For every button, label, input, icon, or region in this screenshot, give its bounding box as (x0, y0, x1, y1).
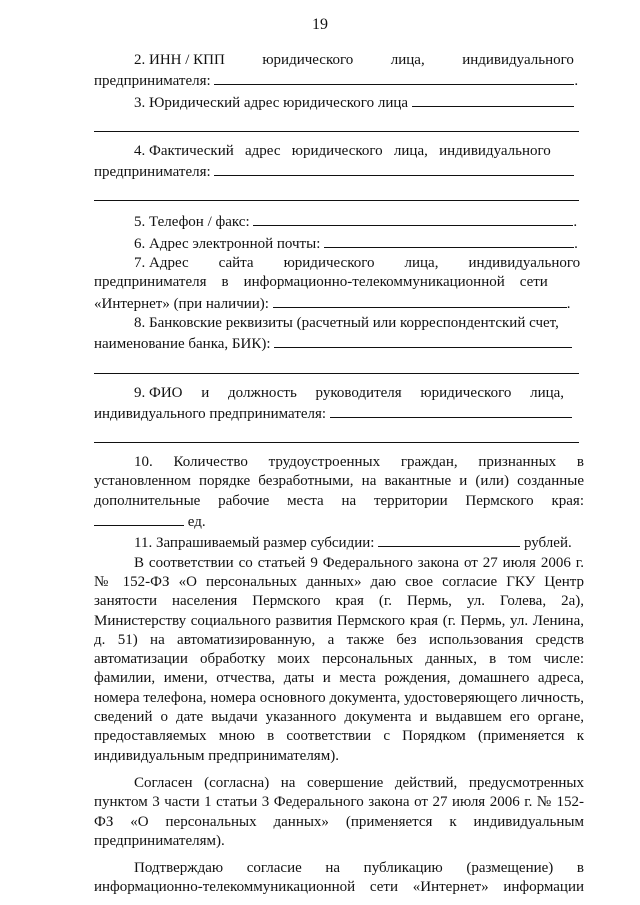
item-10-answer (94, 511, 584, 532)
item-2-line-2: предпринимателя: . (94, 70, 584, 91)
consent-paragraph-3: Подтверждаю согласие на публикацию (размещение) в информационно-телекоммуникационной сети «Интернет» информации (94, 860, 584, 896)
email-field[interactable] (324, 233, 574, 248)
item-3-label: 3. Юридический адрес юридического лица (134, 94, 409, 111)
legal-address-field-cont[interactable] (94, 113, 579, 132)
consent-paragraph-1: В соответствии со статьей 9 Федерального закона от 27 июля 2006 г. № 152-ФЗ «О персональных данных» даю свое согласие ГКУ Центр занятости населения Пермского края (г. Пермь, ул. Голева, 2а), Министерству социального развития Пермского края (г. Пермь, ул. Ленина, д. 51) на автоматизированную, а также без использования средств автоматизации обработку моих персональных данных, в том числе: фамилии, имени, отчества, даты и места рождения, домашнего адреса, номера телефона, номера основного документа, удостоверяющего личность, сведений о дате выдачи указанного документа и выдавшем его органе, предоставляемых мною в соответствии с Порядком (применяется к индивидуальным предпринимателям). (94, 554, 584, 764)
item-5-line: 5. Телефон / факс: . (94, 211, 584, 232)
item-7-line-3: «Интернет» (при наличии): . (94, 293, 584, 314)
item-11-unit: рублей. (523, 535, 572, 552)
item-9-line-2 (94, 403, 584, 424)
item-8-line-2 (94, 333, 584, 354)
item-7-line-2: предпринимателя в информационно-телекоммуникационной сети (94, 274, 548, 291)
actual-address-field[interactable] (214, 161, 574, 176)
item-11-label: 11. Запрашиваемый размер субсидии: (134, 535, 375, 552)
item-11-line (94, 532, 584, 553)
item-7-line-1: 7. Адрес сайта юридического лица, индивидуального (134, 255, 581, 272)
bank-details-field-cont[interactable] (94, 355, 579, 374)
inn-kpp-field[interactable] (214, 70, 574, 85)
item-6-label: 6. Адрес электронной почты: (134, 235, 321, 252)
item-8-label: наименование банка, БИК): (94, 336, 271, 353)
page-number: 19 (312, 16, 328, 33)
item-6-line: 6. Адрес электронной почты: . (94, 233, 584, 254)
item-4-line-2 (94, 161, 584, 182)
item-9-line-1: 9. ФИО и должность руководителя юридического лица, (134, 384, 565, 401)
subsidy-amount-field[interactable] (378, 532, 520, 547)
item-5-label: 5. Телефон / факс: (134, 214, 250, 231)
item-10-text: 10. Количество трудоустроенных граждан, признанных в установленном порядке безработными, на вакантные и (или) созданные дополнительные рабочие места на территории Пермского края: (94, 454, 584, 509)
legal-address-field[interactable] (412, 92, 574, 107)
phone-fax-field[interactable] (253, 211, 573, 226)
website-field[interactable] (273, 293, 567, 308)
item-9-label: индивидуального предпринимателя: (94, 405, 327, 422)
director-field-cont[interactable] (94, 424, 579, 443)
item-4-label: предпринимателя: (94, 164, 211, 181)
director-field[interactable] (330, 403, 572, 418)
consent-paragraph-2: Согласен (согласна) на совершение действий, предусмотренных пунктом 3 части 1 статьи 3 Федерального закона от 27 июля 2006 г. № 152-ФЗ «О персональных данных» (применяется к индивидуальным предпринимателям). (94, 774, 584, 849)
item-10-unit: ед. (187, 514, 206, 531)
item-2-line-1: 2. ИНН / КПП юридического лица, индивидуального (134, 52, 574, 68)
item-2-label: предпринимателя: (94, 73, 211, 90)
item-8-line-1: 8. Банковские реквизиты (расчетный или корреспондентский счет, (134, 314, 559, 331)
item-7-label: «Интернет» (при наличии): (94, 295, 269, 312)
bank-details-field[interactable] (274, 333, 572, 348)
actual-address-field-cont[interactable] (94, 182, 579, 201)
application-form (94, 51, 584, 898)
employed-count-field[interactable] (94, 511, 184, 526)
item-4-line-1: 4. Фактический адрес юридического лица, индивидуального (134, 142, 551, 159)
item-3-line-1 (94, 92, 584, 113)
